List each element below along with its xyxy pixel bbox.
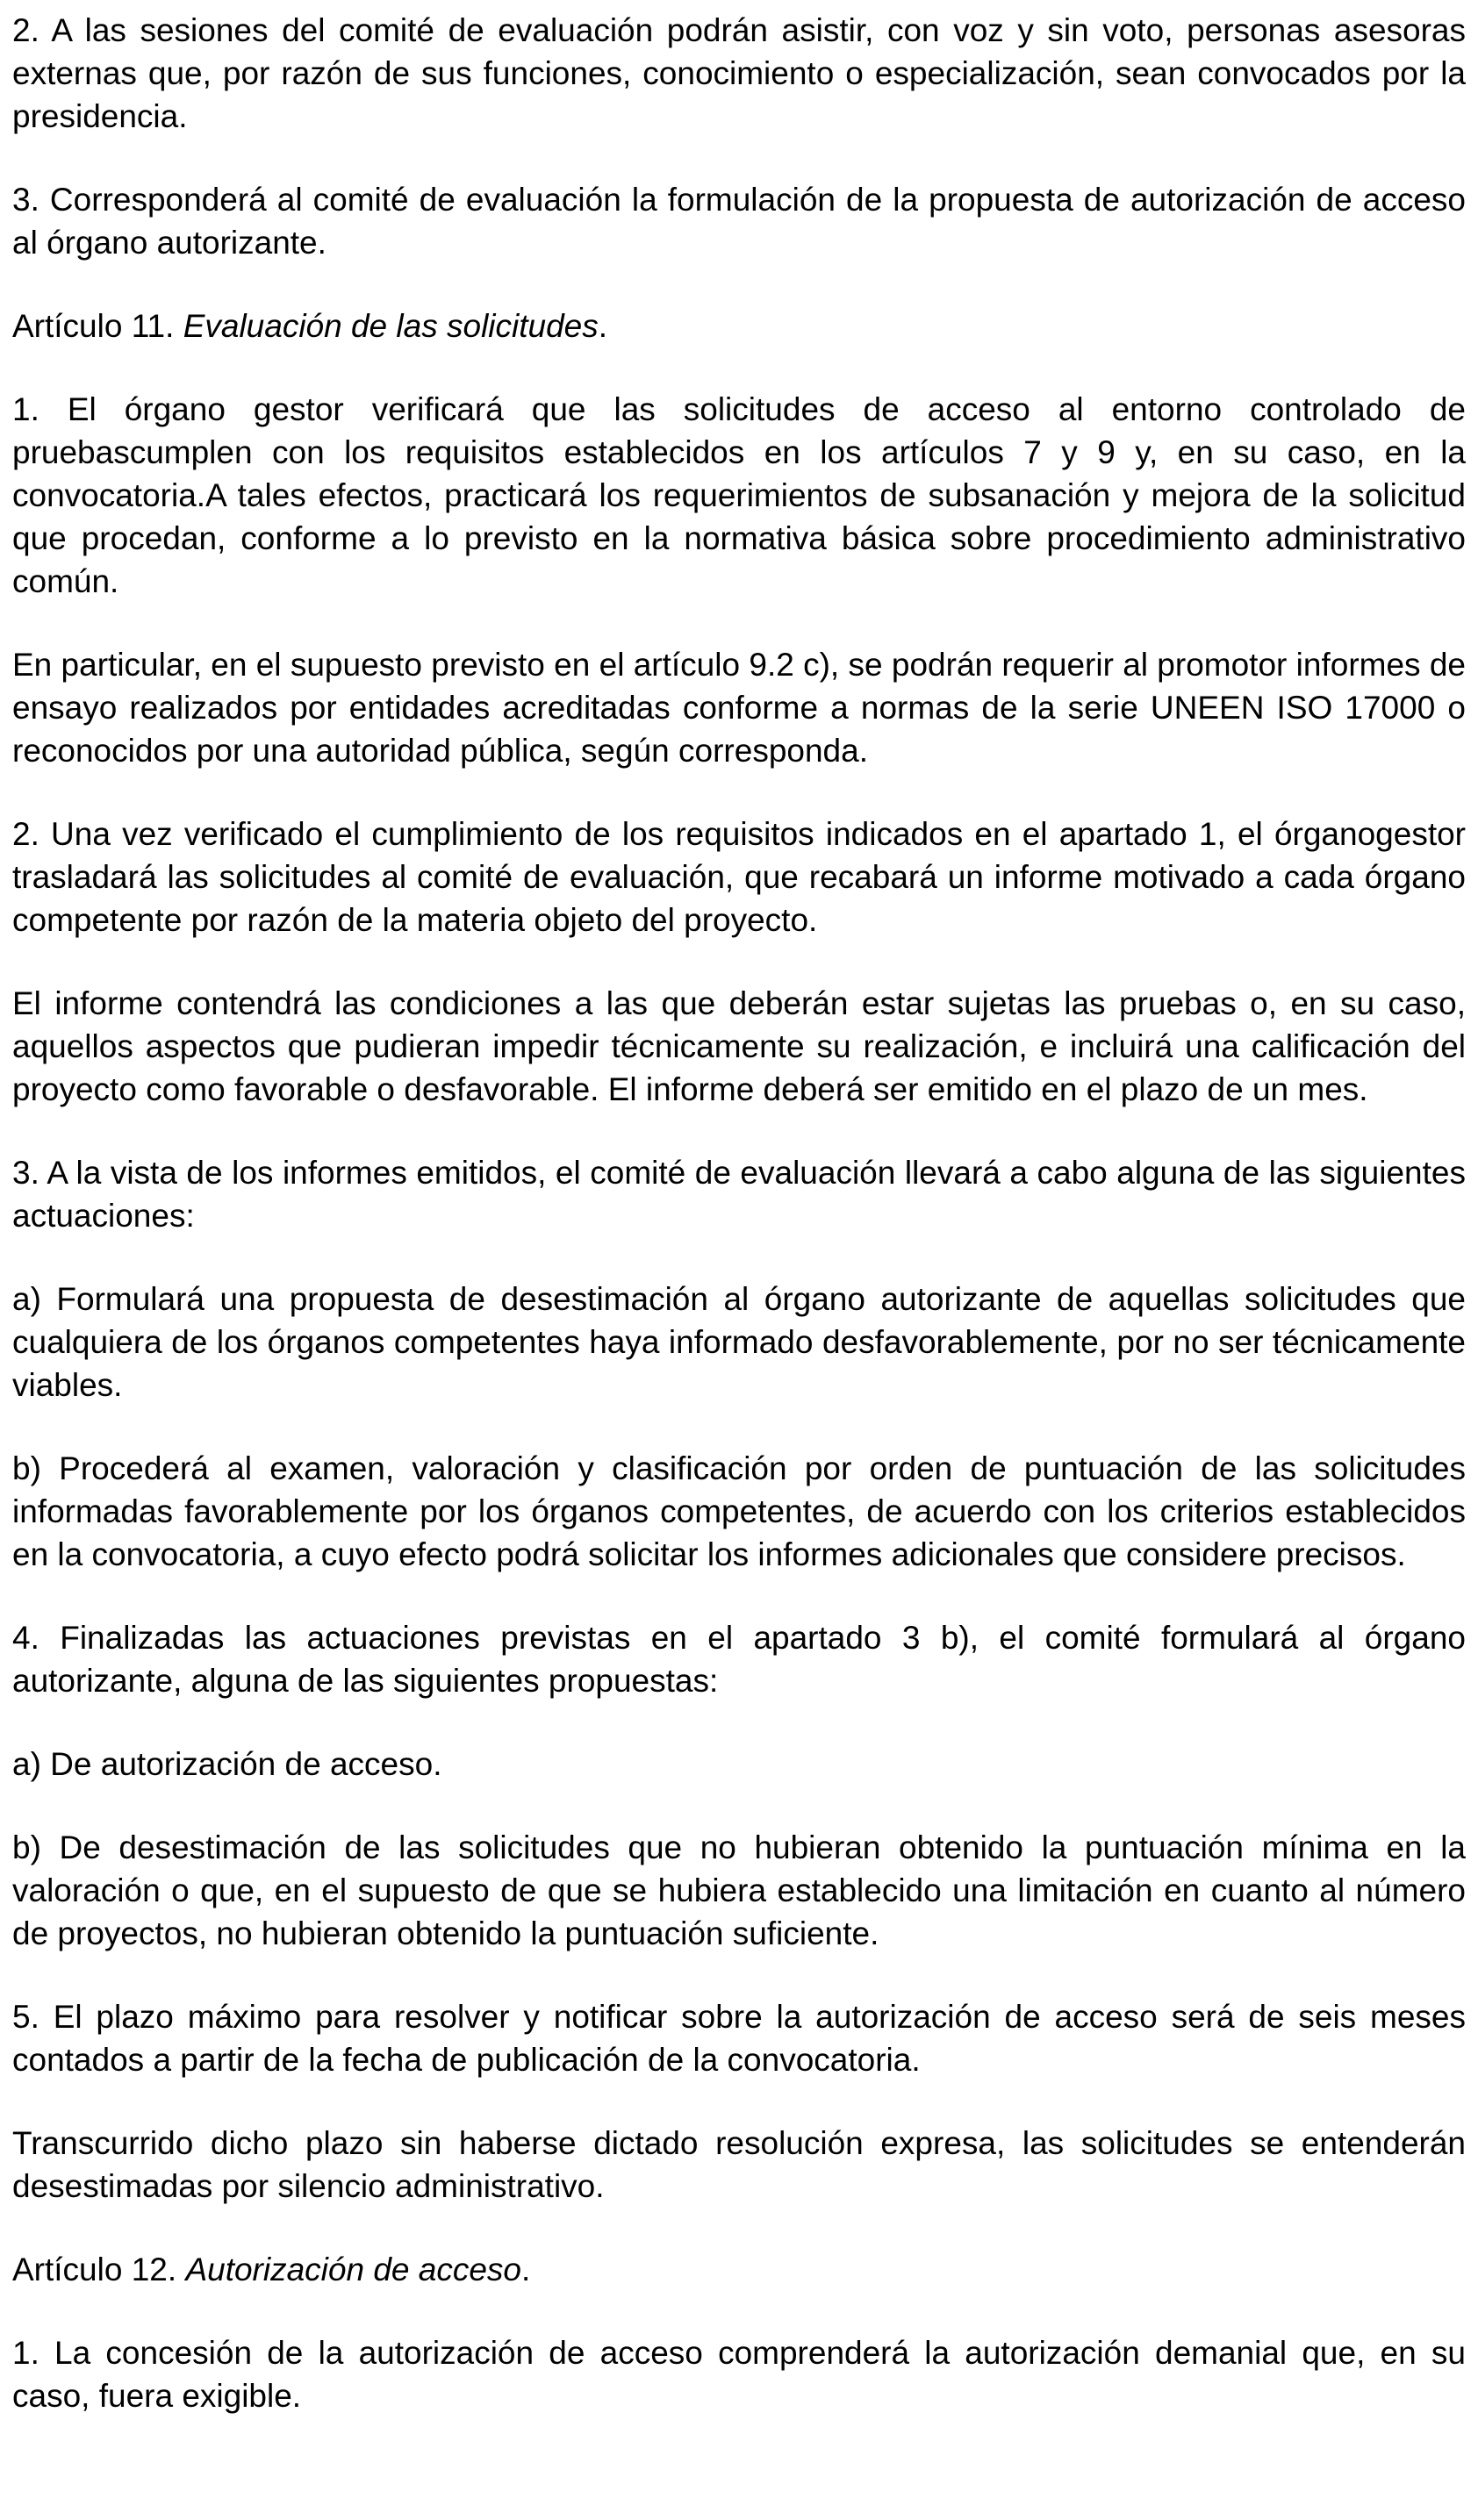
article-heading (12, 304, 1466, 347)
paragraph: En particular, en el supuesto previsto en el artículo 9.2 c), se podrán requerir al promotor informes de ensayo realizados por entidades acreditadas conforme a normas de la serie UNEEN ISO 17000 o reconocidos por una autoridad pública, según corresponda. (12, 647, 1466, 769)
paragraph: 2. A las sesiones del comité de evaluación podrán asistir, con voz y sin voto, personas asesoras externas que, por razón de sus funciones, conocimiento o especialización, sean convocados por la presidencia. (12, 12, 1466, 134)
paragraph: b) De desestimación de las solicitudes que no hubieran obtenido la puntuación mínima en la valoración o que, en el supuesto de que se hubiera establecido una limitación en cuanto al número de proyectos, no hubieran obtenido la puntuación suficiente. (12, 1829, 1466, 1951)
paragraph: 5. El plazo máximo para resolver y notificar sobre la autorización de acceso será de seis meses contados a partir de la fecha de publicación de la convocatoria. (12, 1999, 1466, 2078)
paragraph: 3. A la vista de los informes emitidos, el comité de evaluación llevará a cabo alguna de las siguientes actuaciones: (12, 1155, 1466, 1234)
article-title-period: . (598, 308, 608, 344)
paragraph: El informe contendrá las condiciones a las que deberán estar sujetas las pruebas o, en su caso, aquellos aspectos que pudieran impedir técnicamente su realización, e incluirá una calificación del proyecto como favorable o desfavorable. El informe deberá ser emitido en el plazo de un mes. (12, 985, 1466, 1107)
article-heading (12, 2248, 1466, 2291)
paragraph: 4. Finalizadas las actuaciones previstas en el apartado 3 b), el comité formulará al órgano autorizante, alguna de las siguientes propuestas: (12, 1620, 1466, 1699)
article-title-period: . (521, 2252, 531, 2287)
article-title: Evaluación de las solicitudes (183, 308, 599, 344)
paragraph: a) De autorización de acceso. (12, 1746, 442, 1782)
paragraph: 1. El órgano gestor verificará que las solicitudes de acceso al entorno controlado de pruebascumplen con los requisitos establecidos en los artículos 7 y 9 y, en su caso, en la convocatoria.A tales efectos, practicará los requerimientos de subsanación y mejora de la solicitud que procedan, conforme a lo previsto en la normativa básica sobre procedimiento administrativo común. (12, 391, 1466, 599)
article-number: Artículo 12. (12, 2252, 186, 2287)
paragraph: 1. La concesión de la autorización de acceso comprenderá la autorización demanial que, en su caso, fuera exigible. (12, 2335, 1466, 2414)
paragraph: 3. Corresponderá al comité de evaluación la formulación de la propuesta de autorización de acceso al órgano autorizante. (12, 182, 1466, 261)
paragraph: b) Procederá al examen, valoración y clasificación por orden de puntuación de las solicitudes informadas favorablemente por los órganos competentes, de acuerdo con los criterios establecidos en la convocatoria, a cuyo efecto podrá solicitar los informes adicionales que considere precisos. (12, 1450, 1466, 1572)
paragraph: 2. Una vez verificado el cumplimiento de los requisitos indicados en el apartado 1, el órganogestor trasladará las solicitudes al comité de evaluación, que recabará un informe motivado a cada órgano competente por razón de la materia objeto del proyecto. (12, 816, 1466, 938)
paragraph: Transcurrido dicho plazo sin haberse dictado resolución expresa, las solicitudes se entenderán desestimadas por silencio administrativo. (12, 2125, 1466, 2204)
article-title: Autorización de acceso (185, 2252, 521, 2287)
article-number: Artículo 11. (12, 308, 183, 344)
paragraph: a) Formulará una propuesta de desestimación al órgano autorizante de aquellas solicitudes que cualquiera de los órganos competentes haya informado desfavorablemente, por no ser técnicamente viables. (12, 1281, 1466, 1403)
